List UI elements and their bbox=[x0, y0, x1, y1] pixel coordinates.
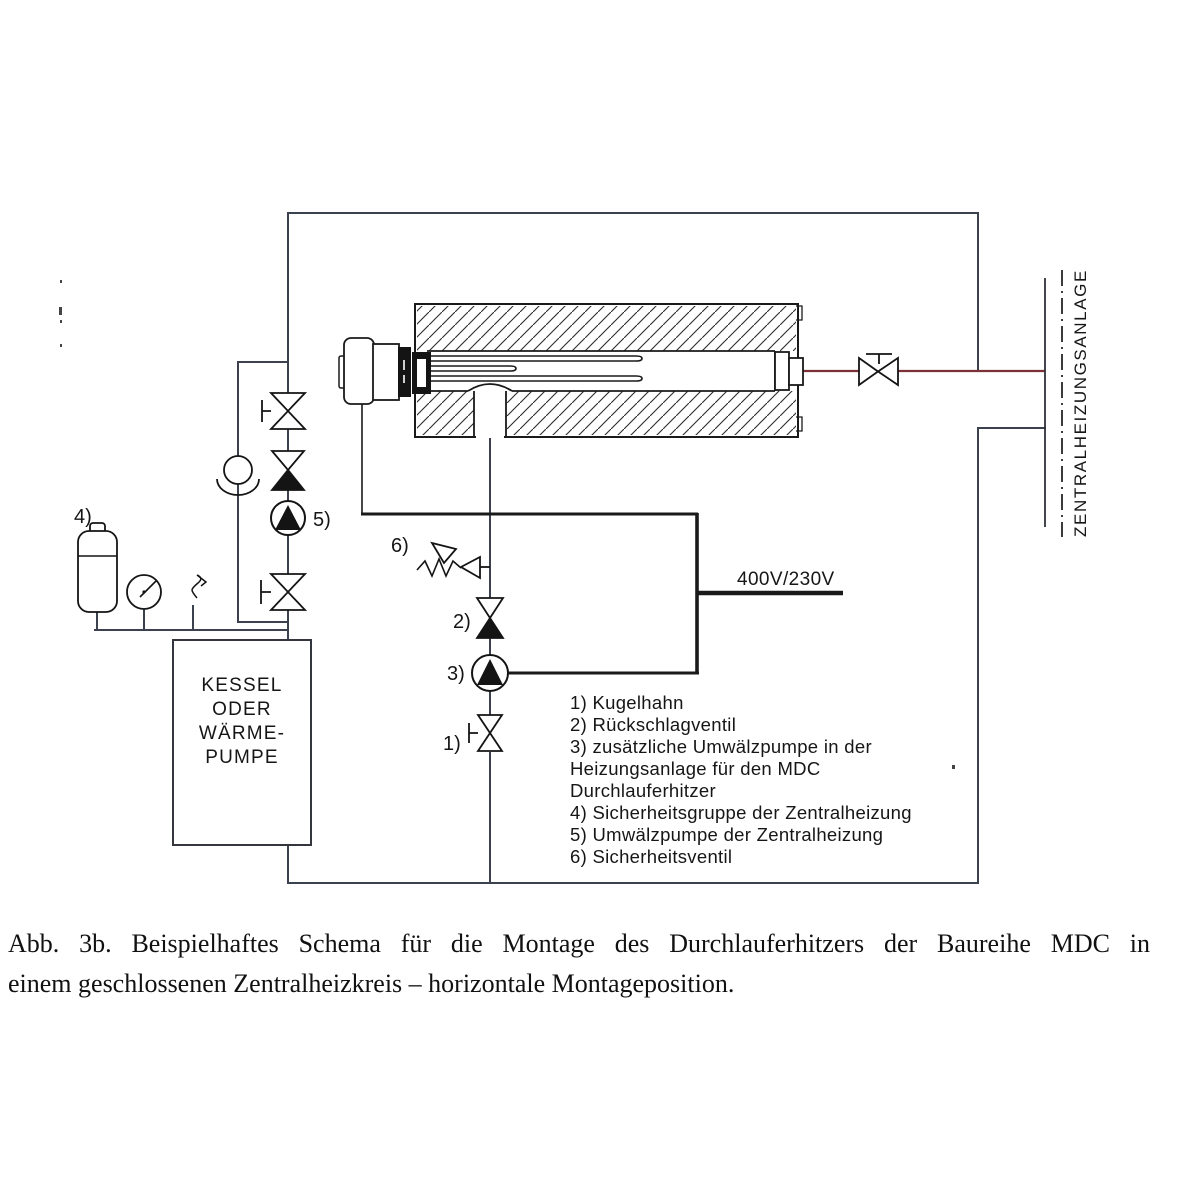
zentralheizung-boundary bbox=[1045, 269, 1090, 537]
figure-caption-line1: Abb. 3b. Beispielhaftes Schema für die Montage des Durchlauferhitzers der Baureihe MDC in bbox=[8, 929, 1150, 958]
heater-cap-band bbox=[398, 347, 411, 397]
figure-caption bbox=[8, 924, 1150, 1004]
heater-insulation-bottom-left bbox=[417, 391, 474, 435]
legend-line-2: 2) Rückschlagventil bbox=[570, 714, 737, 735]
ball-valve-heater-outlet bbox=[859, 354, 898, 385]
callout-3: 3) bbox=[447, 663, 465, 685]
heater-insulation-top bbox=[417, 306, 796, 351]
check-valve-2 bbox=[477, 598, 503, 638]
boiler-label-line4: PUMPE bbox=[205, 747, 279, 768]
legend-line-5: Durchlauferhitzer bbox=[570, 780, 716, 801]
boiler-label-line3: WÄRME- bbox=[198, 723, 286, 744]
expansion-vessel-4 bbox=[78, 523, 117, 612]
safety-group-header-pipe bbox=[95, 606, 288, 630]
callout-6: 6) bbox=[391, 535, 409, 557]
central-heating-label: ZENTRALHEIZUNGSANLAGE bbox=[1071, 269, 1090, 537]
legend-line-1: 1) Kugelhahn bbox=[570, 692, 684, 713]
circulation-pump-5 bbox=[271, 501, 305, 535]
callout-4: 4) bbox=[74, 506, 92, 528]
legend bbox=[570, 692, 912, 867]
legend-line-7: 5) Umwälzpumpe der Zentralheizung bbox=[570, 824, 884, 845]
ball-valve-lower-left bbox=[261, 574, 305, 610]
figure-caption-line2: einem geschlossenen Zentralheizkreis – horizontale Montageposition. bbox=[8, 969, 735, 998]
legend-line-4: Heizungsanlage für den MDC bbox=[570, 758, 821, 779]
callout-2: 2) bbox=[453, 611, 471, 633]
check-valve-left bbox=[272, 451, 304, 490]
heater-insulation-bottom-right bbox=[506, 391, 796, 435]
electrical-wiring bbox=[361, 404, 843, 673]
pressure-gauge bbox=[127, 575, 161, 609]
callout-5: 5) bbox=[313, 509, 331, 531]
circulation-pump-3 bbox=[472, 655, 508, 691]
ball-valve-upper-left bbox=[262, 393, 305, 429]
heater-cap-cylinder bbox=[373, 344, 399, 400]
heater-right-coupling-outer bbox=[775, 352, 789, 390]
manual-vent bbox=[192, 575, 206, 598]
power-supply-label: 400V/230V bbox=[737, 569, 835, 590]
callout-1: 1) bbox=[443, 733, 461, 755]
heater-flange-slot bbox=[417, 359, 426, 387]
ball-valve-1 bbox=[469, 715, 502, 751]
boiler-label-line2: ODER bbox=[212, 699, 272, 720]
legend-line-6: 4) Sicherheitsgruppe der Zentralheizung bbox=[570, 802, 912, 823]
heater-electrical-cap bbox=[344, 338, 374, 404]
legend-line-3: 3) zusätzliche Umwälzpumpe in der bbox=[570, 736, 872, 757]
heater-right-coupling-inner bbox=[789, 358, 803, 385]
boiler-box bbox=[173, 640, 311, 845]
legend-line-8: 6) Sicherheitsventil bbox=[570, 846, 733, 867]
safety-valve-6 bbox=[417, 543, 490, 578]
boiler-label-line1: KESSEL bbox=[201, 675, 283, 696]
heater-assembly bbox=[339, 304, 803, 438]
